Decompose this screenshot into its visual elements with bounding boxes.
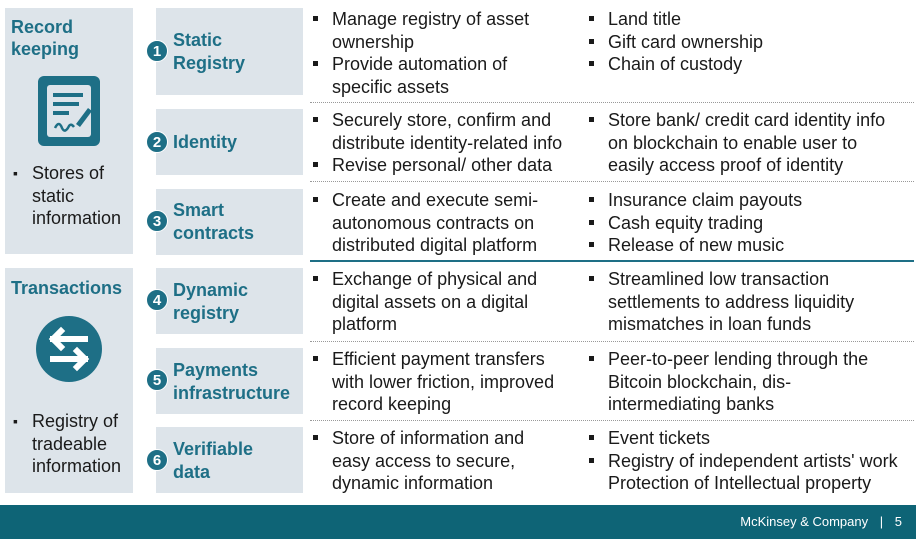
bullet-mark: [589, 220, 594, 225]
example-item: [588, 348, 914, 416]
examples-cell: [588, 8, 914, 76]
bullet-mark: [589, 61, 594, 66]
label-line: Verifiable: [173, 439, 254, 459]
text-line: specific assets: [332, 76, 450, 97]
bullet-mark: [589, 435, 594, 440]
text-line: digital assets on a digital: [332, 291, 529, 312]
footer-separator: |: [879, 514, 884, 529]
label-line: Smart: [173, 200, 225, 220]
bullet-mark: [589, 117, 594, 122]
row-label-text: [173, 29, 245, 74]
example-item: [588, 31, 914, 54]
row-divider: [310, 341, 914, 342]
row-label-static-registry: [152, 8, 303, 95]
row-label-identity: [152, 109, 303, 175]
row-label-verifiable-data: [152, 427, 303, 493]
text-line: Provide automation of: [332, 54, 508, 74]
text-line: Insurance claim payouts: [608, 190, 803, 210]
exchange-arrows-icon: [35, 315, 103, 383]
example-item: [588, 234, 914, 257]
text-line: on blockchain to enable user to: [608, 132, 858, 153]
text-line: Registry of independent artists' work: [608, 450, 898, 471]
title-line: Transactions: [11, 278, 123, 298]
text-line: distributed digital platform: [332, 235, 538, 255]
transactions-bullet: [13, 410, 121, 478]
document-sign-icon: [36, 74, 102, 148]
text-line: easily access proof of identity: [608, 155, 844, 175]
description-item: [312, 427, 582, 495]
company-name: McKinsey & Company: [740, 514, 869, 529]
description-cell: [312, 427, 582, 495]
text-line: Store bank/ credit card identity info: [608, 110, 886, 130]
footer-bar: [0, 505, 916, 539]
number-badge: 4: [146, 289, 168, 311]
example-item: [588, 450, 914, 495]
example-item: [588, 189, 914, 212]
record-keeping-title: [11, 16, 79, 60]
text-line: autonomous contracts on: [332, 212, 535, 233]
number-badge: 3: [146, 210, 168, 232]
row-label-text: [173, 279, 248, 324]
bullet-mark: [313, 197, 318, 202]
text-line: Land title: [608, 9, 682, 29]
description-cell: [312, 189, 582, 257]
text-line: Create and execute semi-: [332, 190, 539, 210]
text-line: Peer-to-peer lending through the: [608, 349, 869, 369]
text-line: record keeping: [332, 394, 452, 414]
transactions-panel: [5, 268, 133, 493]
bullet-line: Registry of: [32, 411, 119, 431]
text-line: Release of new music: [608, 235, 785, 255]
example-item: [588, 109, 914, 177]
example-item: [588, 212, 914, 235]
title-line: keeping: [11, 39, 80, 59]
examples-cell: [588, 427, 914, 495]
description-cell: [312, 268, 582, 336]
number-badge: 2: [146, 131, 168, 153]
text-line: Chain of custody: [608, 54, 743, 74]
bullet-mark: [589, 458, 594, 463]
bullet-mark: ▪: [13, 413, 18, 429]
row-label-smart-contracts: [152, 189, 303, 255]
text-line: Protection of Intellectual property: [608, 473, 872, 493]
text-line: Revise personal/ other data: [332, 155, 553, 175]
text-line: ownership: [332, 31, 415, 52]
number-badge: 6: [146, 449, 168, 471]
row-divider: [310, 102, 914, 103]
bullet-mark: [313, 162, 318, 167]
text-line: Exchange of physical and: [332, 269, 538, 289]
description-item: [312, 189, 582, 257]
row-label-dynamic-registry: [152, 268, 303, 334]
description-cell: [312, 109, 582, 177]
text-line: Cash equity trading: [608, 212, 764, 233]
text-line: Bitcoin blockchain, dis-: [608, 371, 792, 392]
row-label-text: [173, 199, 254, 244]
description-item: [312, 348, 582, 416]
text-line: Store of information and: [332, 428, 525, 448]
row-label-text: [173, 131, 237, 154]
row-divider: [310, 420, 914, 421]
text-line: dynamic information: [332, 473, 494, 493]
label-line: registry: [173, 302, 240, 323]
bullet-mark: [589, 356, 594, 361]
bullet-mark: [589, 16, 594, 21]
text-line: Gift card ownership: [608, 31, 764, 52]
row-divider: [310, 181, 914, 182]
row-label-payments-infrastructure: [152, 348, 303, 414]
label-line: Registry: [173, 52, 246, 73]
number-badge: 5: [146, 369, 168, 391]
label-line: Dynamic: [173, 280, 249, 300]
bullet-line: tradeable: [32, 433, 108, 454]
label-line: Identity: [173, 132, 238, 152]
bullet-mark: ▪: [13, 165, 18, 181]
label-line: infrastructure: [173, 382, 291, 403]
row-label-text: [173, 359, 290, 404]
footer-text: [740, 514, 902, 529]
bullet-mark: [313, 356, 318, 361]
description-cell: [312, 348, 582, 416]
text-line: platform: [332, 314, 398, 334]
text-line: Streamlined low transaction: [608, 269, 830, 289]
example-item: [588, 427, 914, 450]
text-line: with lower friction, improved: [332, 371, 555, 392]
text-line: intermediating banks: [608, 394, 775, 414]
record-keeping-bullet: [13, 162, 121, 230]
section-divider: [310, 260, 914, 262]
text-line: distribute identity-related info: [332, 132, 563, 153]
examples-cell: [588, 268, 914, 336]
example-item: [588, 53, 914, 76]
bullet-mark: [313, 61, 318, 66]
description-item: [312, 154, 582, 177]
label-line: Payments: [173, 360, 259, 380]
description-item: [312, 268, 582, 336]
number-badge: 1: [146, 40, 168, 62]
text-line: mismatches in loan funds: [608, 314, 812, 334]
text-line: Manage registry of asset: [332, 9, 530, 29]
transactions-title: [11, 277, 122, 299]
text-line: easy access to secure,: [332, 450, 516, 471]
text-line: settlements to address liquidity: [608, 291, 855, 312]
bullet-line: information: [32, 456, 122, 476]
bullet-mark: [313, 117, 318, 122]
bullet-line: information: [32, 208, 122, 228]
bullet-mark: [589, 197, 594, 202]
examples-cell: [588, 109, 914, 177]
text-line: Event tickets: [608, 428, 711, 448]
bullet-line: static: [32, 185, 75, 206]
label-line: contracts: [173, 222, 255, 243]
label-line: data: [173, 461, 211, 482]
page-number: 5: [894, 514, 902, 529]
row-label-text: [173, 438, 253, 483]
bullet-mark: [313, 276, 318, 281]
title-line: Record: [11, 17, 74, 37]
description-item: [312, 53, 582, 98]
bullet-mark: [589, 242, 594, 247]
examples-cell: [588, 348, 914, 416]
text-line: Efficient payment transfers: [332, 349, 545, 369]
description-cell: [312, 8, 582, 98]
bullet-mark: [589, 39, 594, 44]
text-line: Securely store, confirm and: [332, 110, 552, 130]
record-keeping-panel: [5, 8, 133, 254]
label-line: Static: [173, 30, 223, 50]
example-item: [588, 268, 914, 336]
example-item: [588, 8, 914, 31]
description-item: [312, 109, 582, 154]
bullet-mark: [313, 16, 318, 21]
bullet-mark: [589, 276, 594, 281]
description-item: [312, 8, 582, 53]
bullet-mark: [313, 435, 318, 440]
examples-cell: [588, 189, 914, 257]
bullet-line: Stores of: [32, 163, 105, 183]
